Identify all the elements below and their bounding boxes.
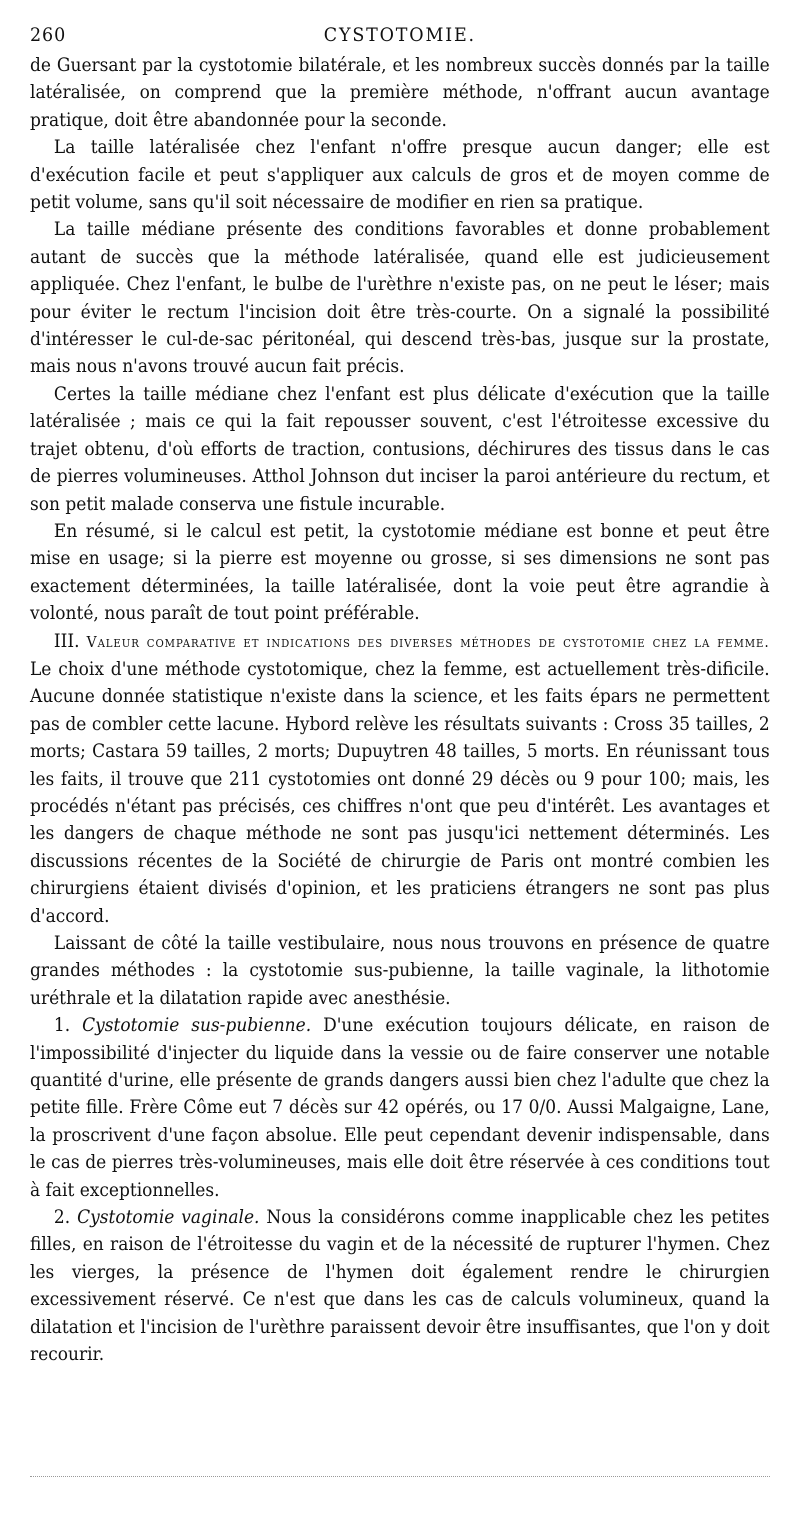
paragraph-summary: En résumé, si le calcul est petit, la cystotomie médiane est bonne et peut être mise en usage; si la pierre est moyenne ou grosse, si ses dimensions ne sont pas exactement déterminées, la taille latéralisée, dont la voie peut être agrandie à volonté, nous paraît de tout point préférable. [30, 520, 770, 625]
paragraph-four-methods: Laissant de côté la taille vestibulaire, nous nous trouvons en présence de quatre grandes méthodes : la cystotomie sus-pubienne, la taille vaginale, la lithotomie uréthrale et la dilatation rapide avec anesthésie. [30, 933, 770, 1009]
item-text: D'une exécution toujours délicate, en raison de l'impossibilité d'injecter du liquide dans la vessie ou de faire conserver une notable quantité d'urine, elle présente de grands dangers aussi bien chez l'adulte que chez la petite fille. Frère Côme eut 7 décès sur 42 opérés, ou 17 0/0. Aussi Malgaigne, Lane, la proscrivent d'une façon absolue. Elle peut cependant devenir indispensable, dans le cas de pierres très-volumineuses, mais elle doit être réservée à ces conditions tout à fait exceptionnelles. [30, 1015, 770, 1201]
paragraph-median-incision: La taille médiane présente des conditions favorables et donne probablement autant de succès que la méthode latéralisée, quand elle est judicieusement appliquée. Chez l'enfant, le bulbe de l'urèthre n'existe pas, on ne peut le léser; mais pour éviter le rectum l'incision doit être très-courte. On a signalé la possibilité d'intéresser le cul-de-sac péritonéal, qui descend très-bas, jusque sur la prostate, mais nous n'avons trouvé aucun fait précis. [30, 219, 770, 378]
item-text: Nous la considérons comme inapplicable chez les petites filles, en raison de l'étroitesse du vagin et de la nécessité de rupturer l'hymen. Chez les vierges, la présence de l'hymen doit également rendre le chirurgien excessivement réservé. Ce n'est que dans les cas de calculs volumineux, quand la dilatation et l'incision de l'urèthre paraissent devoir être insuffisantes, que l'on y doit recourir. [30, 1207, 770, 1366]
running-title: CYSTOTOMIE. [323, 24, 476, 46]
item-number: 2. [53, 1207, 71, 1229]
item-title: Cystotomie vaginale. [77, 1207, 260, 1229]
paragraph-lateral-child: La taille latéralisée chez l'enfant n'offre presque aucun danger; elle est d'exécution facile et peut s'appliquer aux calculs de gros et de moyen comme de petit volume, sans qu'il soit nécessaire de modifier en rien sa pratique. [30, 137, 770, 214]
section-text: Le choix d'une méthode cystotomique, chez la femme, est actuellement très-dificile. Aucune donnée statistique n'existe dans la science, et les faits épars ne permettent pas de combler cette lacune. Hybord relève les résultats suivants : Cross 35 tailles, 2 morts; Castara 59 tailles, 2 morts; Dupuytren 48 tailles, 5 morts. En réunissant tous les faits, il trouve que 211 cystotomies ont donné 29 décès ou 9 pour 100; mais, les procédés n'étant pas précisés, ces chiffres n'ont que peu d'intérêt. Les avantages et les dangers de chaque méthode ne sont pas jusqu'ici nettement déterminés. Les discussions récentes de la Société de chirurgie de Paris ont montré combien les chirurgiens étaient divisés d'opinion, et les praticiens étrangers ne sont pas plus d'accord. [30, 658, 770, 927]
bottom-rule [30, 1476, 770, 1479]
section-number: III. [53, 630, 80, 652]
item-title: Cystotomie sus-pubienne. [82, 1015, 312, 1037]
book-page [30, 22, 770, 1369]
paragraph-continuation: de Guersant par la cystotomie bilatérale, et les nombreux succès donnés par la taille latéralisée, on comprend que la première méthode, n'offrant aucun avantage pratique, doit être abandonnée pour la seconde. [30, 55, 770, 131]
item-vaginal [30, 1204, 770, 1368]
section-women [30, 628, 770, 930]
paragraph-median-difficulty: Certes la taille médiane chez l'enfant est plus délicate d'exécution que la taille latéralisée ; mais ce qui la fait repousser souvent, c'est l'étroitesse excessive du trajet obtenu, d'où efforts de traction, contusions, déchirures des tissus dans le cas de pierres volumineuses. Atthol Johnson dut inciser la paroi antérieure du rectum, et son petit malade conserva une fistule incurable. [30, 383, 770, 515]
page-header [30, 22, 770, 52]
item-suprapubic [30, 1012, 770, 1204]
section-heading: Valeur comparative et indications des diverses méthodes de cystotomie chez la femme. [86, 632, 770, 651]
item-number: 1. [53, 1015, 71, 1037]
page-number: 260 [30, 24, 67, 46]
